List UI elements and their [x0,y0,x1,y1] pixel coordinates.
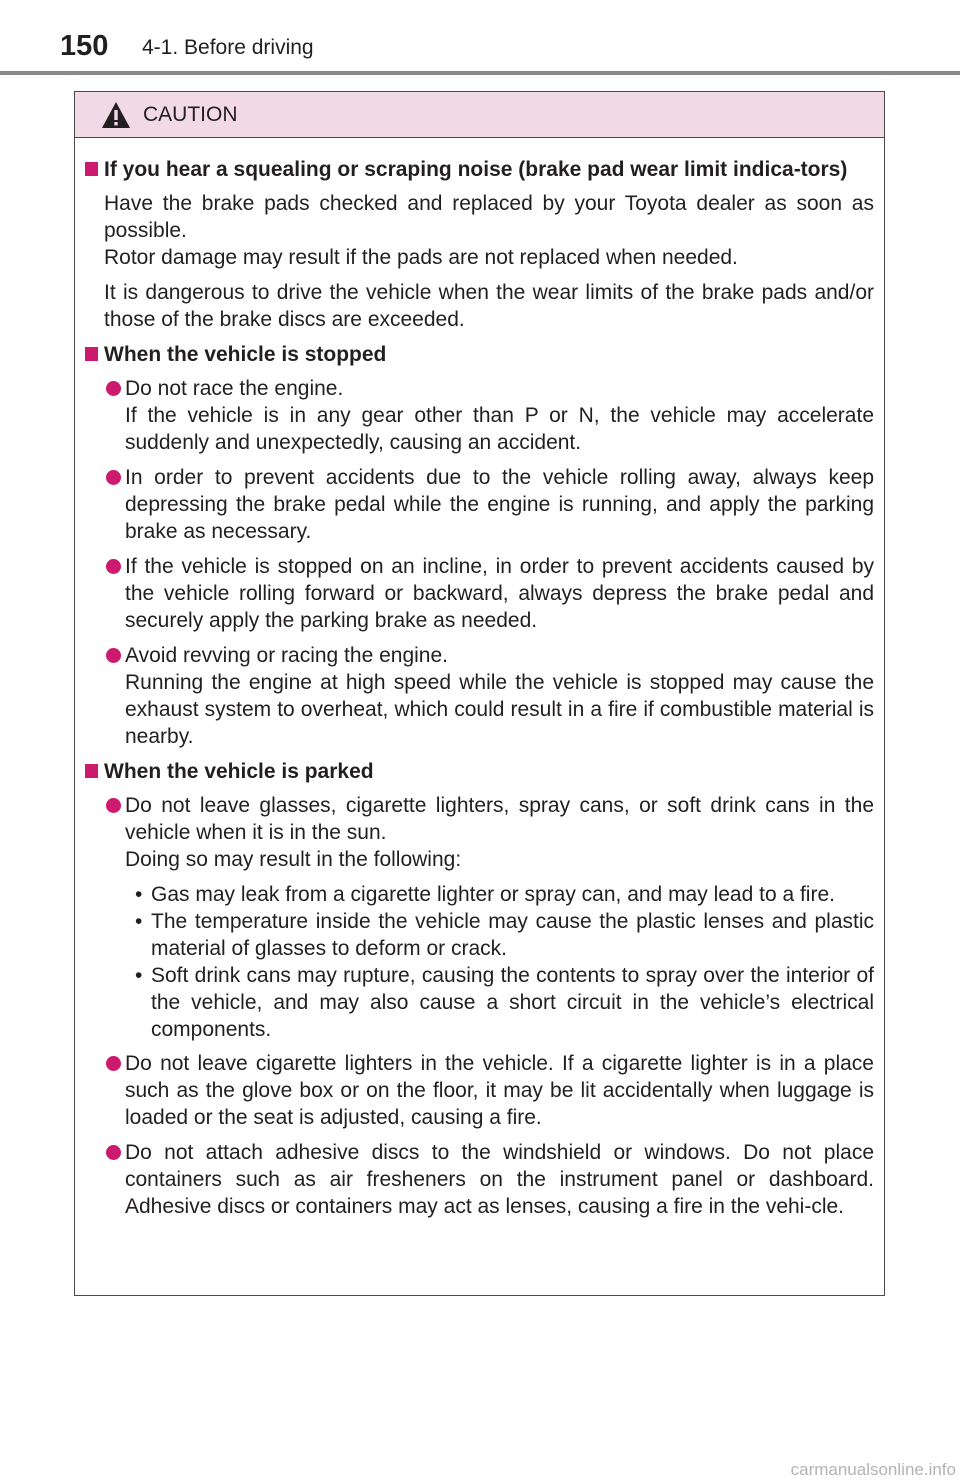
watermark: carmanualsonline.info [790,1460,956,1479]
topic-title: When the vehicle is parked [104,760,374,783]
sub-bullet: • [135,964,143,987]
bullet-line: Avoid revving or racing the engine. [125,644,448,667]
sub-list-item [135,908,874,962]
bullet-dot [106,1145,121,1160]
bullet-dot [106,470,121,485]
sub-list-item [135,881,874,908]
paragraph-line: Rotor damage may result if the pads are not replaced when needed. [104,246,738,269]
header-rule [0,71,960,75]
paragraph-line: Have the brake pads checked and replaced by your Toyota dealer as soon as possible. [104,192,874,242]
caution-body [75,138,884,1220]
bullet-line: Do not attach adhesive discs to the windshield or windows. Do not place containers such as air fresheners on the instrument panel or dashboard. Adhesive discs or containers may act as lenses, causing a fire in the vehi-cle. [125,1141,874,1218]
topic-heading [85,341,874,368]
list-item [85,375,874,456]
list-item [85,464,874,545]
section-title: 4-1. Before driving [142,36,314,59]
list-item [85,792,874,873]
topic-title: When the vehicle is stopped [104,343,387,366]
bullet-dot [106,1056,121,1071]
sub-list [85,881,874,1043]
bullet-dot [106,559,121,574]
sub-item-text: The temperature inside the vehicle may cause the plastic lenses and plastic material of glasses to deform or crack. [151,910,874,960]
warning-triangle-icon [101,101,131,129]
sub-item-text: Gas may leak from a cigarette lighter or spray can, and may lead to a fire. [151,883,835,906]
bullet-line: Do not leave cigarette lighters in the vehicle. If a cigarette lighter is in a place such as the glove box or on the floor, it may be lit accidentally when luggage is loaded or the seat is adjusted, causing a fire. [125,1052,874,1129]
paragraph [85,279,874,333]
caution-box [74,91,885,1296]
paragraph-line: It is dangerous to drive the vehicle when the wear limits of the brake pads and/or those of the brake discs are exceeded. [104,281,874,331]
bullet-line: Doing so may result in the following: [125,848,462,871]
topic-heading [85,758,874,785]
topic-marker [85,347,98,361]
topic-marker [85,162,98,176]
list-item [85,642,874,750]
bullet-line: In order to prevent accidents due to the vehicle rolling away, always keep depressing the brake pedal while the engine is running, and apply the parking brake as necessary. [125,466,874,543]
topic-marker [85,764,98,778]
page-header [0,0,960,78]
topic-title: If you hear a squealing or scraping noise (brake pad wear limit indica-tors) [104,158,848,181]
sub-bullet: • [135,883,143,906]
list-item [85,1139,874,1220]
sub-item-text: Soft drink cans may rupture, causing the contents to spray over the interior of the vehicle, and may also cause a short circuit in the vehicle’s electrical components. [151,964,874,1041]
sub-bullet: • [135,910,143,933]
bullet-line: If the vehicle is in any gear other than P or N, the vehicle may accelerate suddenly and unexpectedly, causing an accident. [125,404,874,454]
caution-label: CAUTION [143,102,238,126]
paragraph [85,190,874,271]
topic-heading [85,156,874,183]
caution-header [75,92,884,138]
bullet-line: If the vehicle is stopped on an incline, in order to prevent accidents caused by the vehicle rolling forward or backward, always depress the brake pedal and securely apply the parking brake as needed. [125,555,874,632]
bullet-dot [106,798,121,813]
list-item [85,1050,874,1131]
bullet-line: Do not leave glasses, cigarette lighters, spray cans, or soft drink cans in the vehicle when it is in the sun. [125,794,874,844]
bullet-line: Do not race the engine. [125,377,344,400]
bullet-line: Running the engine at high speed while the vehicle is stopped may cause the exhaust system to overheat, which could result in a fire if combustible material is nearby. [125,671,874,748]
list-item [85,553,874,634]
bullet-dot [106,381,121,396]
page-number: 150 [60,30,109,62]
bullet-dot [106,648,121,663]
sub-list-item [135,962,874,1043]
